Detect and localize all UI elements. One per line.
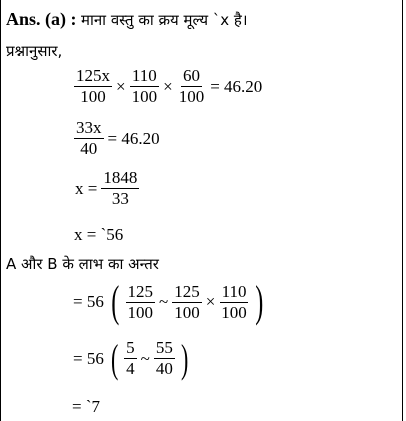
difference-heading: A और B के लाभ का अन्तर bbox=[6, 255, 159, 273]
equation-2-rhs: = 46.20 bbox=[107, 128, 160, 148]
fraction-125-100-a: $\frac{125}{100}$ bbox=[127, 281, 153, 322]
answer-text: माना वस्तु का क्रय मूल्य `x है। bbox=[81, 11, 248, 29]
fraction-33x-40: $\frac{33x}{40}$ bbox=[76, 118, 102, 158]
fraction-125-100-b: $\frac{125}{100}$ bbox=[174, 281, 200, 322]
equation-1-rhs: = 46.20 bbox=[210, 76, 263, 96]
fraction-125x-100: $\frac{125x}{100}$ bbox=[76, 66, 110, 106]
equation-3-lhs: x = bbox=[75, 178, 98, 198]
equation-5: = 56 ( $\frac{125}{100}$ ~ $\frac{125}{100}$ × $\frac{110}{100}$ ) bbox=[73, 277, 264, 326]
close-paren: ) bbox=[180, 335, 189, 381]
fraction-60-100: $\frac{60}{100}$ bbox=[178, 66, 205, 106]
open-paren: ( bbox=[110, 335, 119, 381]
fraction-5-4: $\frac{5}{4}$ bbox=[126, 338, 135, 378]
fraction-110-100-b: $\frac{110}{100}$ bbox=[221, 281, 247, 322]
answer-label: Ans. (a) : bbox=[6, 9, 77, 29]
close-paren: ) bbox=[255, 277, 264, 326]
according-to-question: प्रश्नानुसार, bbox=[6, 42, 63, 60]
fraction-110-100: $\frac{110}{100}$ bbox=[131, 66, 158, 106]
fraction-1848-33: $\frac{1848}{33}$ bbox=[103, 168, 138, 208]
equation-4: x = `56 bbox=[74, 225, 124, 244]
equation-1: $\frac{125x}{100}$ × $\frac{110}{100}$ × $\frac{60}{100}$ = 46.20 bbox=[76, 66, 263, 106]
fraction-55-40: $\frac{55}{40}$ bbox=[155, 338, 173, 378]
answer-header bbox=[6, 8, 248, 31]
equation-7: = `7 bbox=[72, 397, 100, 416]
equation-3 bbox=[74, 168, 139, 209]
equation-6-lhs: = 56 bbox=[73, 348, 104, 368]
equation-5-lhs: = 56 bbox=[73, 292, 104, 311]
equation-2 bbox=[74, 118, 161, 159]
equation-6: = 56 ( $\frac{5}{4}$ ~ $\frac{55}{40}$ ) bbox=[73, 335, 189, 381]
open-paren: ( bbox=[111, 277, 120, 326]
